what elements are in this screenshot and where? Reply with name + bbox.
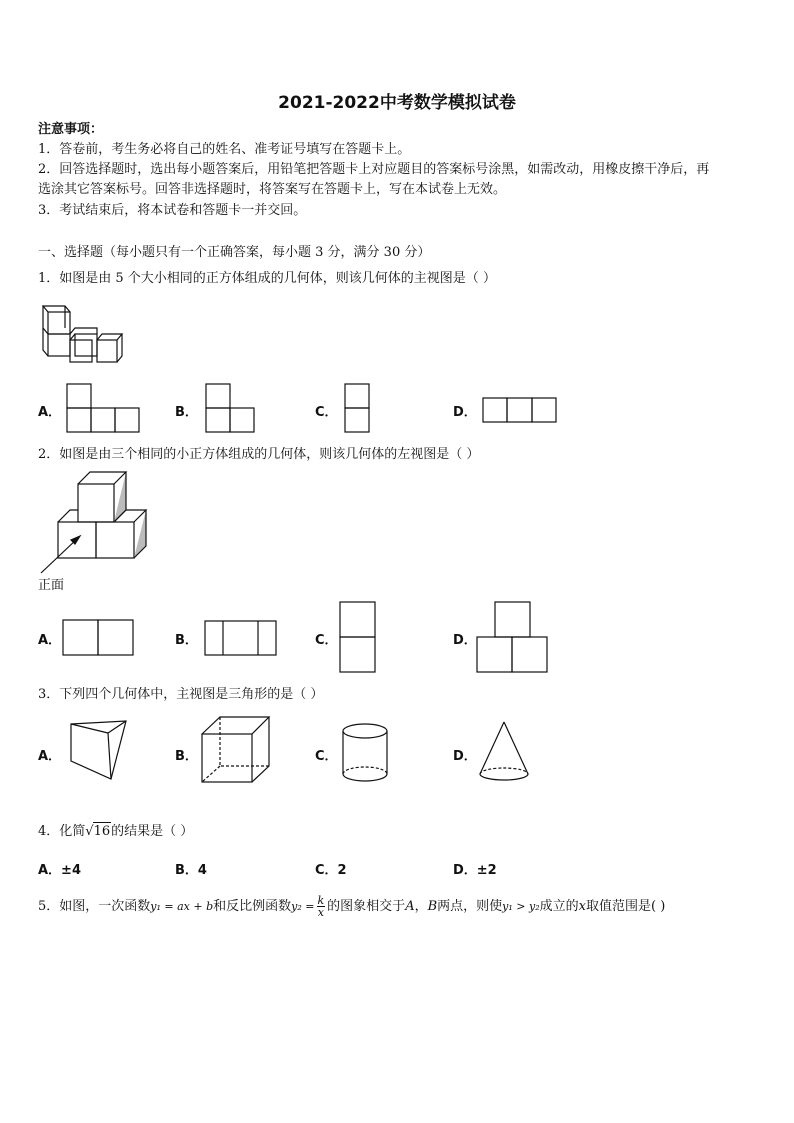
q5-var-x: x <box>578 899 586 914</box>
front-view-label: 正面 <box>38 578 65 593</box>
q5-point-b: B <box>427 899 438 914</box>
q5-part-2: 和反比例函数 <box>213 899 292 914</box>
q5-fraction-den: x <box>317 906 324 919</box>
q3-option-a-prism-figure[interactable] <box>66 719 131 781</box>
question-2-text: 2．如图是由三个相同的小正方体组成的几何体，则该几何体的左视图是（ ） <box>38 447 480 462</box>
q3-option-d-label: D． <box>453 749 477 764</box>
notice-item-1: 1．答卷前，考生务必将自己的姓名、准考证号填写在答题卡上。 <box>38 142 411 157</box>
question-5-text <box>38 895 665 918</box>
notice-item-2-cont: 选涂其它答案标号。回答非选择题时，将答案写在答题卡上，写在本试卷上无效。 <box>38 182 507 197</box>
q5-inequality: y₁ > y₂ <box>502 900 540 913</box>
q1-option-b-label: B． <box>175 405 198 420</box>
q1-option-a-label: A． <box>38 405 62 420</box>
q5-part-3: 的图象相交于 <box>327 899 406 914</box>
question-4-text <box>38 822 193 841</box>
notice-item-3: 3．考试结束后，将本试卷和答题卡一并交回。 <box>38 203 307 218</box>
q1-option-c-label: C． <box>315 405 338 420</box>
notice-heading: 注意事项： <box>38 122 104 137</box>
q3-option-b-label: B． <box>175 749 198 764</box>
q3-option-c-label: C． <box>315 749 338 764</box>
q3-option-a-label: A． <box>38 749 62 764</box>
q5-comma: ， <box>414 899 428 914</box>
q2-option-b-figure[interactable] <box>204 620 277 656</box>
q4-option-c[interactable]: C．2 <box>315 863 347 878</box>
q1-solid-figure <box>40 300 125 370</box>
question-3-text: 3．下列四个几何体中，主视图是三角形的是（ ） <box>38 687 324 702</box>
q5-part-4: 两点，则使 <box>437 899 503 914</box>
q3-option-b-cube-figure[interactable] <box>201 716 271 784</box>
q4-suffix: 的结果是（ ） <box>111 824 194 839</box>
q2-option-c-figure[interactable] <box>339 601 377 674</box>
q1-option-a-figure[interactable] <box>66 383 141 433</box>
q2-option-d-label: D． <box>453 633 477 648</box>
q4-radicand: 16 <box>93 824 111 839</box>
q2-solid-figure <box>38 470 153 580</box>
notice-item-2: 2．回答选择题时，选出每小题答案后，用铅笔把答题卡上对应题目的答案标号涂黑，如需改动，用橡皮擦干净后，再 <box>38 162 710 177</box>
q3-option-d-cone-figure[interactable] <box>478 720 533 782</box>
q5-inverse-eq-left: y₂ = <box>291 900 315 913</box>
q1-option-c-figure[interactable] <box>344 383 370 433</box>
q3-option-c-cylinder-figure[interactable] <box>341 723 391 783</box>
q5-part-6: 取值范围是( ) <box>586 899 666 914</box>
q2-option-d-figure[interactable] <box>476 601 549 674</box>
q5-linear-eq: y₁ = ax + b <box>150 900 214 913</box>
section-heading: 一、选择题（每小题只有一个正确答案，每小题 3 分，满分 30 分） <box>38 245 431 260</box>
q5-point-a: A <box>405 899 415 914</box>
q5-fraction <box>317 895 326 918</box>
q5-part-5: 成立的 <box>539 899 579 914</box>
page-title: 2021-2022中考数学模拟试卷 <box>278 93 516 113</box>
q4-option-b[interactable]: B．4 <box>175 863 207 878</box>
q5-part-1: 5．如图，一次函数 <box>38 899 151 914</box>
q4-option-d[interactable]: D．±2 <box>453 863 497 878</box>
sqrt-sign: √ <box>85 824 94 839</box>
q2-option-b-label: B． <box>175 633 198 648</box>
q2-option-a-figure[interactable] <box>62 619 135 656</box>
q5-fraction-num: k <box>317 894 325 907</box>
q2-option-c-label: C． <box>315 633 338 648</box>
q4-prefix: 4．化简 <box>38 824 86 839</box>
question-1-text: 1．如图是由 5 个大小相同的正方体组成的几何体，则该几何体的主视图是（ ） <box>38 271 496 286</box>
q2-option-a-label: A． <box>38 633 62 648</box>
q1-option-b-figure[interactable] <box>205 383 255 433</box>
q1-option-d-figure[interactable] <box>482 397 558 423</box>
q1-option-d-label: D． <box>453 405 477 420</box>
q4-option-a[interactable]: A．±4 <box>38 863 81 878</box>
